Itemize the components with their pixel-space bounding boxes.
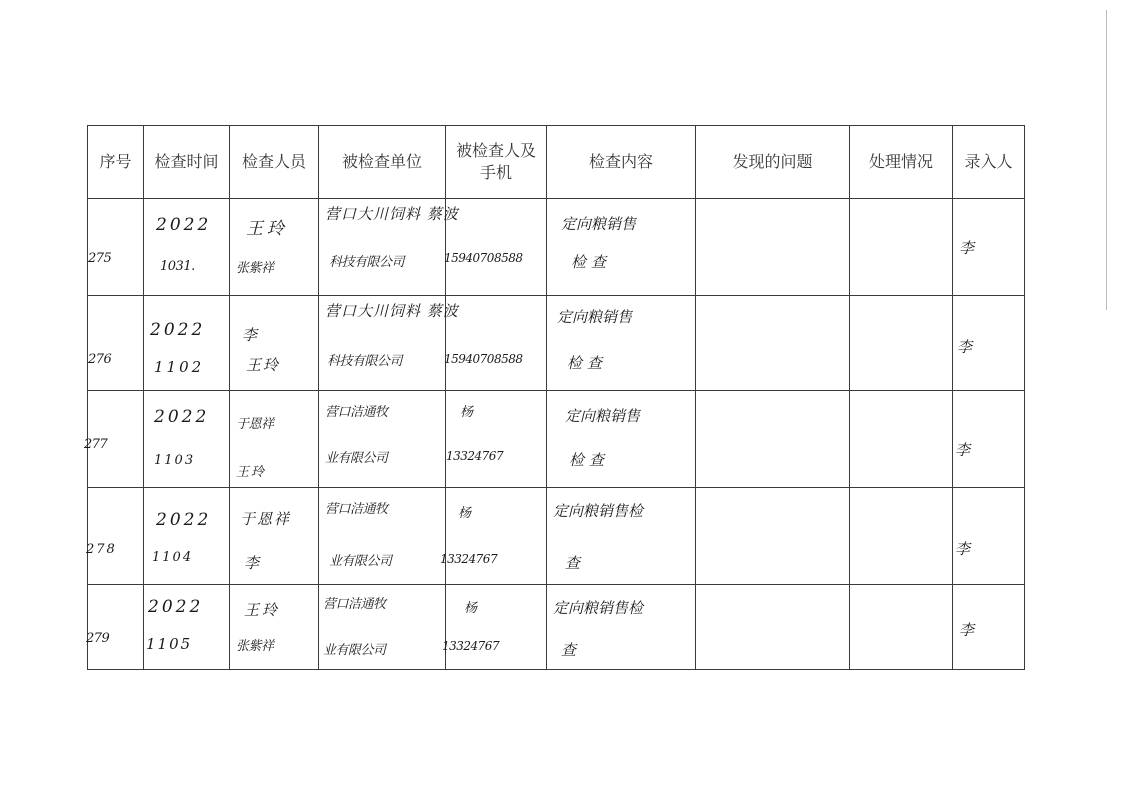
- seq-value: 279: [86, 631, 110, 646]
- unit-cell: [319, 488, 446, 585]
- time-cell: [144, 391, 230, 488]
- seq-cell: [88, 296, 144, 391]
- header-seq: 序号: [88, 126, 144, 199]
- person-phone-cell: [442, 585, 547, 670]
- inspector-1: 王玲: [244, 601, 281, 619]
- content-line-1: 定向粮销售: [557, 308, 633, 326]
- date-value: 1031.: [160, 259, 195, 274]
- time-cell: [144, 585, 230, 670]
- seq-cell: [88, 585, 144, 670]
- recorder-cell: [953, 585, 1025, 670]
- inspectors-cell: [230, 585, 319, 670]
- person-phone-cell: [446, 296, 547, 391]
- content-cell: [547, 585, 696, 670]
- content-line-1: 定向粮销售检: [553, 502, 644, 520]
- recorder-cell: [953, 391, 1025, 488]
- inspector-2: 张紫祥: [236, 639, 274, 654]
- unit-line-2: 业有限公司: [325, 451, 388, 466]
- recorder-value: 李: [955, 540, 971, 558]
- content-line-2: 检查: [569, 451, 610, 469]
- table-row: [88, 296, 1025, 391]
- content-line-1: 定向粮销售: [561, 215, 637, 233]
- header-unit: 被检查单位: [319, 126, 446, 199]
- person-value: 杨: [460, 405, 473, 420]
- header-row: [88, 126, 1025, 199]
- problems-cell: [696, 391, 850, 488]
- inspectors-cell: [230, 296, 319, 391]
- inspector-2: 王玲: [246, 356, 281, 374]
- unit-line-1: 营口大川饲料 蔡波: [325, 205, 459, 223]
- unit-cell: [319, 391, 446, 488]
- recorder-value: 李: [959, 621, 975, 639]
- unit-line-2: 科技有限公司: [327, 354, 403, 369]
- table-row: [88, 585, 1025, 670]
- table-row: [88, 199, 1025, 296]
- header-time: 检查时间: [144, 126, 230, 199]
- person-value: 杨: [458, 506, 471, 521]
- inspector-1: 于恩祥: [236, 417, 274, 432]
- content-cell: [547, 296, 696, 391]
- content-line-2: 检查: [567, 354, 608, 372]
- handling-cell: [850, 488, 953, 585]
- content-line-1: 定向粮销售: [565, 407, 641, 425]
- inspector-1: 李: [242, 326, 258, 344]
- content-cell: [547, 391, 696, 488]
- seq-value: 275: [88, 251, 112, 266]
- seq-value: 278: [86, 542, 117, 557]
- content-line-2: 查: [565, 554, 581, 572]
- person-value: 杨: [464, 601, 477, 616]
- inspector-2: 张紫祥: [236, 261, 274, 276]
- unit-cell: [319, 585, 446, 670]
- phone-value: 15940708588: [444, 251, 523, 265]
- inspection-log-table: [84, 125, 1025, 670]
- problems-cell: [696, 296, 850, 391]
- seq-value: 276: [88, 352, 112, 367]
- person-phone-cell: [446, 199, 547, 296]
- recorder-value: 李: [955, 441, 971, 459]
- recorder-value: 李: [957, 338, 973, 356]
- time-cell: [144, 296, 230, 391]
- seq-cell: [84, 391, 144, 488]
- header-inspectors: 检查人员: [230, 126, 319, 199]
- unit-line-1: 营口洁通牧: [323, 597, 386, 612]
- recorder-value: 李: [959, 239, 975, 257]
- table-row: [88, 391, 1025, 488]
- handling-cell: [850, 296, 953, 391]
- content-cell: [547, 488, 696, 585]
- time-cell: [144, 488, 230, 585]
- unit-line-2: 业有限公司: [329, 554, 392, 569]
- year-value: 2022: [156, 215, 212, 235]
- handling-cell: [850, 585, 953, 670]
- phone-value: 15940708588: [444, 352, 523, 366]
- year-value: 2022: [154, 407, 210, 427]
- header-handling: 处理情况: [850, 126, 953, 199]
- handling-cell: [850, 391, 953, 488]
- unit-line-2: 业有限公司: [323, 643, 386, 658]
- problems-cell: [696, 585, 850, 670]
- unit-line-2: 科技有限公司: [329, 255, 405, 270]
- header-content: 检查内容: [547, 126, 696, 199]
- inspector-1: 于恩祥: [240, 510, 292, 528]
- time-cell: [144, 199, 230, 296]
- recorder-cell: [953, 199, 1025, 296]
- date-value: 1102: [154, 358, 205, 376]
- header-recorder: 录入人: [953, 126, 1025, 199]
- seq-cell: [88, 488, 144, 585]
- date-value: 1105: [146, 635, 193, 653]
- handling-cell: [850, 199, 953, 296]
- recorder-cell: [953, 296, 1025, 391]
- inspector-2: 李: [244, 554, 260, 572]
- date-value: 1104: [152, 550, 194, 565]
- inspectors-cell: [230, 391, 319, 488]
- header-problems: 发现的问题: [696, 126, 850, 199]
- person-phone-cell: [440, 488, 547, 585]
- unit-line-1: 营口大川饲料 蔡波: [325, 302, 459, 320]
- phone-value: 13324767: [442, 639, 500, 653]
- unit-cell: [319, 199, 459, 296]
- content-line-1: 定向粮销售检: [553, 599, 644, 617]
- phone-value: 13324767: [446, 449, 504, 463]
- table-row: [88, 488, 1025, 585]
- inspectors-cell: [230, 199, 319, 296]
- recorder-cell: [953, 488, 1025, 585]
- content-line-2: 查: [561, 641, 577, 659]
- year-value: 2022: [148, 597, 204, 617]
- inspectors-cell: [230, 488, 319, 585]
- person-phone-cell: [446, 391, 547, 488]
- phone-value: 13324767: [440, 552, 498, 566]
- unit-line-1: 营口洁通牧: [325, 405, 388, 420]
- seq-cell: [88, 199, 144, 296]
- inspector-1: 王玲: [246, 219, 288, 239]
- scan-edge-line: [1106, 10, 1107, 310]
- content-cell: [547, 199, 696, 296]
- problems-cell: [696, 488, 850, 585]
- date-value: 1103: [154, 453, 196, 468]
- header-person-phone: 被检查人及手机: [446, 126, 547, 199]
- year-value: 2022: [150, 320, 206, 340]
- unit-cell: [319, 296, 459, 391]
- content-line-2: 检查: [571, 253, 612, 271]
- problems-cell: [696, 199, 850, 296]
- inspector-2: 王玲: [236, 465, 267, 480]
- unit-line-1: 营口洁通牧: [325, 502, 388, 517]
- year-value: 2022: [156, 510, 212, 530]
- seq-value: 277: [84, 437, 108, 452]
